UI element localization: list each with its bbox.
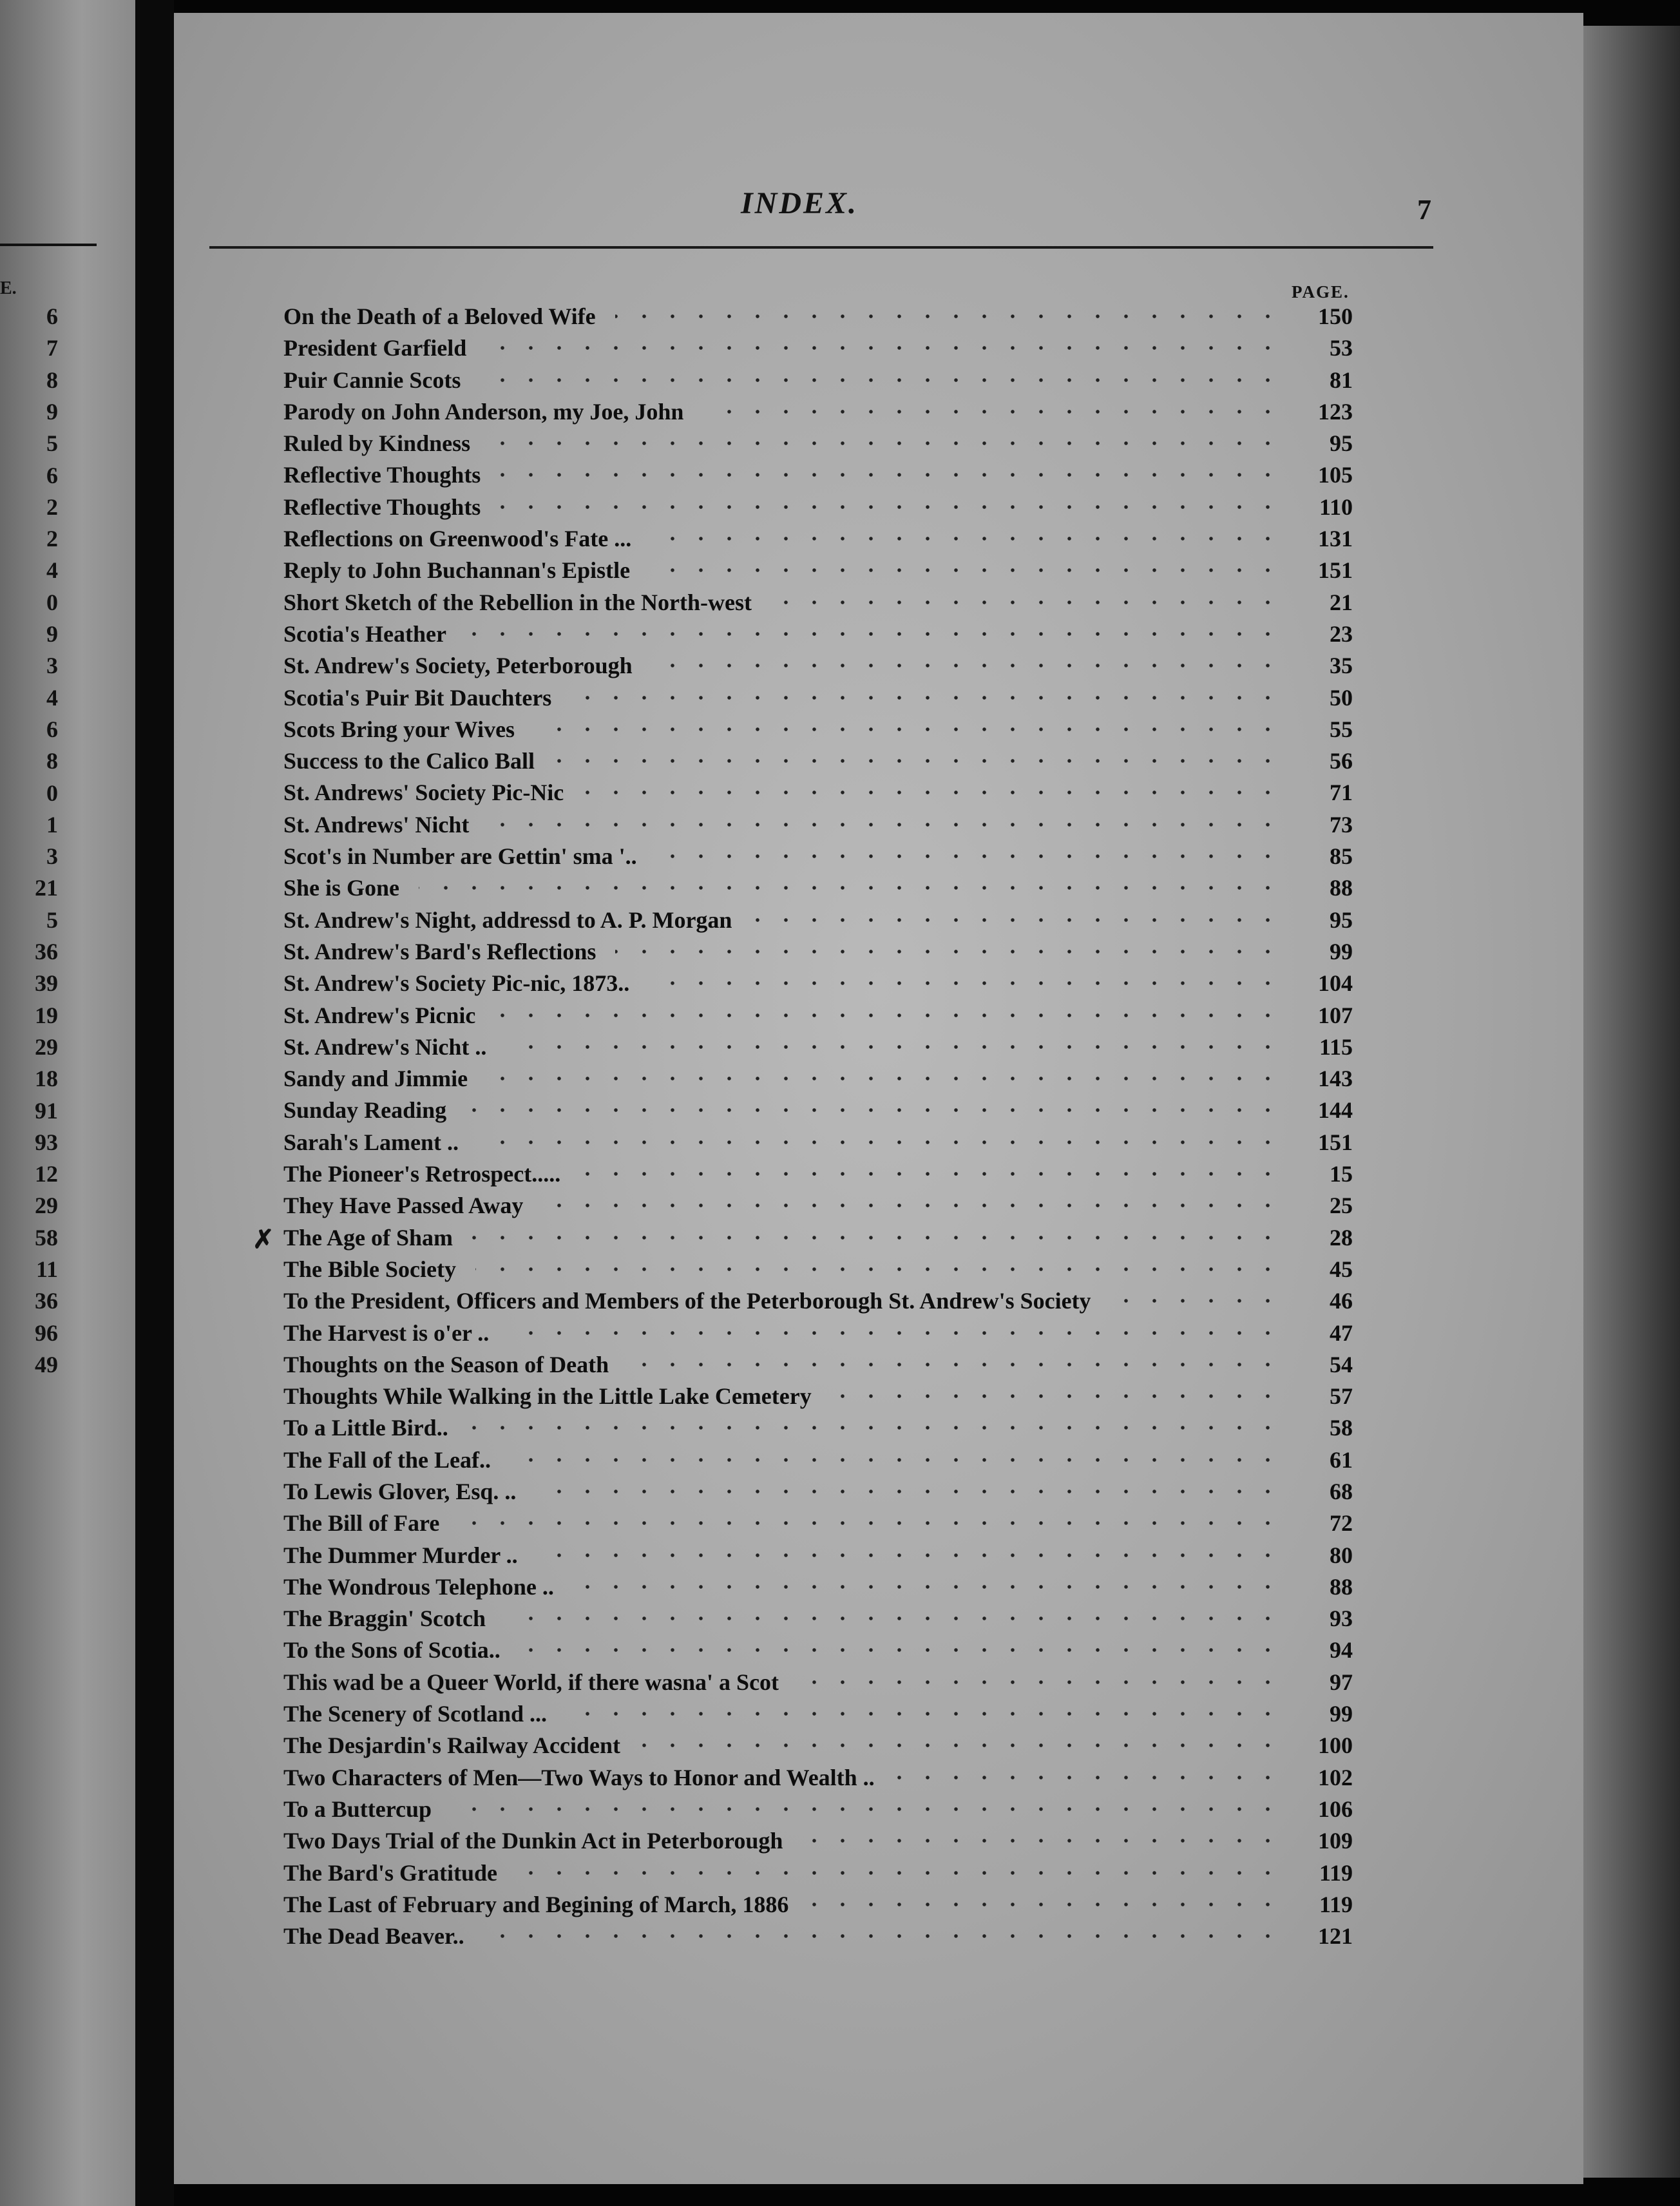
entry-page: 100 bbox=[1318, 1732, 1353, 1759]
entry-title: Reply to John Buchannan's Epistle bbox=[283, 557, 631, 584]
entry-title: St. Andrew's Society, Peterborough bbox=[283, 653, 633, 679]
index-entry bbox=[283, 1287, 1353, 1319]
index-entry bbox=[283, 1160, 1353, 1192]
facing-page-number: 6 bbox=[46, 716, 58, 742]
entry-title: St. Andrew's Bard's Reflections bbox=[283, 938, 597, 964]
entry-page: 28 bbox=[1330, 1224, 1353, 1251]
facing-page-number: 7 bbox=[46, 335, 58, 361]
entry-leader-dots bbox=[506, 1042, 1282, 1051]
index-entry bbox=[283, 1351, 1353, 1383]
index-entry bbox=[283, 430, 1353, 461]
entry-title: Two Characters of Men—Two Ways to Honor and Wealth .. bbox=[283, 1764, 875, 1790]
index-entry bbox=[283, 1446, 1353, 1478]
entry-page: 81 bbox=[1330, 367, 1353, 393]
facing-page-number: 58 bbox=[35, 1224, 58, 1251]
facing-page-number: 96 bbox=[35, 1319, 58, 1346]
entry-leader-dots bbox=[475, 1265, 1282, 1274]
entry-leader-dots bbox=[583, 788, 1282, 797]
entry-page: 109 bbox=[1318, 1828, 1353, 1854]
entry-page: 47 bbox=[1330, 1319, 1353, 1346]
entry-leader-dots bbox=[751, 916, 1282, 925]
entry-leader-dots bbox=[802, 1836, 1282, 1845]
index-entry bbox=[283, 874, 1353, 906]
facing-page-number: 29 bbox=[35, 1033, 58, 1060]
entry-leader-dots bbox=[640, 1741, 1282, 1750]
entry-page: 123 bbox=[1318, 398, 1353, 425]
entry-leader-dots bbox=[1111, 1296, 1282, 1305]
entry-leader-dots bbox=[649, 566, 1282, 575]
facing-page-number: 12 bbox=[35, 1161, 58, 1187]
entry-leader-dots bbox=[656, 852, 1282, 861]
index-entry bbox=[283, 1510, 1353, 1541]
entry-page: 106 bbox=[1318, 1796, 1353, 1822]
entry-page: 119 bbox=[1319, 1859, 1353, 1886]
entry-page: 93 bbox=[1330, 1606, 1353, 1632]
entry-leader-dots bbox=[488, 820, 1282, 829]
entry-title: Short Sketch of the Rebellion in the North-west bbox=[283, 589, 752, 615]
entry-title: St. Andrew's Nicht .. bbox=[283, 1033, 487, 1060]
entry-title: The Braggin' Scotch bbox=[283, 1606, 486, 1632]
entry-leader-dots bbox=[615, 947, 1282, 956]
entry-title: The Dummer Murder .. bbox=[283, 1542, 518, 1568]
entry-leader-dots bbox=[466, 1106, 1282, 1115]
entry-page: 88 bbox=[1330, 875, 1353, 901]
entry-page: 151 bbox=[1318, 557, 1353, 584]
entry-page: 102 bbox=[1318, 1764, 1353, 1790]
entry-leader-dots bbox=[571, 693, 1282, 702]
facing-page-number: 2 bbox=[46, 494, 58, 520]
entry-title: To Lewis Glover, Esq. .. bbox=[283, 1478, 517, 1504]
facing-page-number: 1 bbox=[46, 811, 58, 838]
entry-title: Scotia's Puir Bit Dauchters bbox=[283, 684, 552, 711]
index-entry bbox=[283, 716, 1353, 747]
index-entry bbox=[283, 1891, 1353, 1923]
entry-page: 73 bbox=[1330, 811, 1353, 838]
entry-title: This wad be a Queer World, if there wasna' a Scot bbox=[283, 1669, 779, 1695]
entry-page: 88 bbox=[1330, 1573, 1353, 1600]
facing-page-number: 6 bbox=[46, 303, 58, 329]
entry-leader-dots bbox=[808, 1900, 1282, 1909]
index-entry bbox=[283, 367, 1353, 398]
entry-leader-dots bbox=[487, 1074, 1282, 1083]
index-entry bbox=[283, 1669, 1353, 1700]
entry-page: 107 bbox=[1318, 1002, 1353, 1028]
entry-leader-dots bbox=[490, 439, 1282, 448]
entry-leader-dots bbox=[535, 1487, 1282, 1496]
entry-leader-dots bbox=[798, 1678, 1282, 1687]
facing-page-number: 5 bbox=[46, 430, 58, 457]
entry-leader-dots bbox=[651, 534, 1282, 543]
entry-leader-dots bbox=[831, 1392, 1282, 1401]
index-entry bbox=[283, 1033, 1353, 1065]
entry-page: 21 bbox=[1330, 589, 1353, 615]
index-entry bbox=[283, 334, 1353, 366]
facing-page-header: E. bbox=[0, 278, 17, 298]
facing-page-number: 36 bbox=[35, 1288, 58, 1314]
index-entry bbox=[283, 1827, 1353, 1859]
entry-leader-dots bbox=[520, 1645, 1282, 1654]
entry-leader-dots bbox=[510, 1455, 1282, 1464]
entry-leader-dots bbox=[500, 503, 1282, 512]
entry-leader-dots bbox=[451, 1805, 1282, 1814]
index-entry bbox=[283, 589, 1353, 620]
margin-mark: ✗ bbox=[253, 1225, 274, 1254]
index-entry bbox=[283, 1636, 1353, 1668]
entry-page: 55 bbox=[1330, 716, 1353, 742]
entry-title: On the Death of a Beloved Wife bbox=[283, 303, 596, 329]
entry-page: 97 bbox=[1330, 1669, 1353, 1695]
entry-title: The Pioneer's Retrospect..... bbox=[283, 1161, 561, 1187]
entry-title: The Dead Beaver.. bbox=[283, 1923, 464, 1950]
entry-page: 105 bbox=[1318, 462, 1353, 488]
entry-leader-dots bbox=[484, 1932, 1282, 1941]
index-entry bbox=[283, 1192, 1353, 1223]
index-entry bbox=[283, 1256, 1353, 1287]
entry-title: Success to the Calico Ball bbox=[283, 748, 535, 774]
entry-page: 80 bbox=[1330, 1542, 1353, 1568]
entry-page: 95 bbox=[1330, 906, 1353, 933]
entry-title: Parody on John Anderson, my Joe, John bbox=[283, 398, 684, 425]
facing-page-number: 91 bbox=[35, 1097, 58, 1124]
page-number: 7 bbox=[1417, 194, 1431, 225]
entry-leader-dots bbox=[495, 1011, 1282, 1020]
entry-leader-dots bbox=[771, 598, 1282, 607]
facing-page-number: 8 bbox=[46, 748, 58, 774]
entry-leader-dots bbox=[652, 661, 1282, 670]
facing-page-number: 49 bbox=[35, 1351, 58, 1377]
index-entry bbox=[283, 1542, 1353, 1573]
index-entry bbox=[283, 970, 1353, 1001]
index-entry bbox=[283, 938, 1353, 970]
entry-leader-dots bbox=[542, 1201, 1282, 1210]
entry-title: The Fall of the Leaf.. bbox=[283, 1446, 491, 1473]
entry-title: Sarah's Lament .. bbox=[283, 1129, 459, 1155]
entry-page: 54 bbox=[1330, 1351, 1353, 1377]
entry-title: To the Sons of Scotia.. bbox=[283, 1637, 501, 1664]
entry-page: 46 bbox=[1330, 1288, 1353, 1314]
facing-page-number: 39 bbox=[35, 970, 58, 997]
page-edge bbox=[1583, 26, 1680, 2178]
entry-title: To the President, Officers and Members of the Peterborough St. Andrew's Society bbox=[283, 1288, 1091, 1314]
entry-page: 150 bbox=[1318, 303, 1353, 329]
entry-page: 72 bbox=[1330, 1510, 1353, 1537]
entry-title: Scots Bring your Wives bbox=[283, 716, 515, 742]
entry-title: Sandy and Jimmie bbox=[283, 1066, 468, 1092]
facing-page-number: 4 bbox=[46, 557, 58, 584]
entry-title: Thoughts on the Season of Death bbox=[283, 1351, 609, 1377]
entry-title: The Last of February and Begining of March, 1886 bbox=[283, 1891, 789, 1917]
index-entry bbox=[283, 1764, 1353, 1796]
index-entries bbox=[283, 303, 1353, 1954]
entry-page: 53 bbox=[1330, 335, 1353, 361]
index-entry bbox=[283, 620, 1353, 652]
facing-page-number: 2 bbox=[46, 526, 58, 552]
facing-page-number: 36 bbox=[35, 939, 58, 964]
index-entry bbox=[283, 1478, 1353, 1510]
entry-title: Scot's in Number are Gettin' sma '.. bbox=[283, 843, 637, 870]
index-entry bbox=[283, 906, 1353, 938]
page-column-label: PAGE. bbox=[1292, 282, 1350, 302]
entry-leader-dots bbox=[649, 979, 1282, 988]
facing-page-number: 11 bbox=[35, 1256, 58, 1282]
entry-title: Reflective Thoughts bbox=[283, 494, 481, 520]
entry-title: The Bible Society bbox=[283, 1256, 456, 1282]
entry-title: The Harvest is o'er .. bbox=[283, 1319, 490, 1346]
entry-title: St. Andrew's Night, addressd to A. P. Morgan bbox=[283, 906, 732, 933]
entry-page: 131 bbox=[1318, 526, 1353, 552]
index-entry bbox=[283, 1319, 1353, 1351]
entry-leader-dots bbox=[478, 1138, 1282, 1147]
entry-title: The Bard's Gratitude bbox=[283, 1859, 498, 1886]
index-entry bbox=[283, 1129, 1353, 1160]
entry-title: St. Andrew's Society Pic-nic, 1873.. bbox=[283, 970, 630, 997]
entry-title: They Have Passed Away bbox=[283, 1193, 524, 1219]
index-entry bbox=[283, 303, 1353, 334]
index-entry bbox=[283, 557, 1353, 588]
facing-page-number: 19 bbox=[35, 1002, 58, 1028]
entry-title: The Age of Sham bbox=[283, 1224, 453, 1251]
entry-page: 35 bbox=[1330, 653, 1353, 679]
facing-page-number: 8 bbox=[46, 367, 58, 393]
entry-title: Thoughts While Walking in the Little Lake Cemetery bbox=[283, 1383, 812, 1410]
entry-leader-dots bbox=[628, 1360, 1282, 1369]
entry-title: St. Andrew's Picnic bbox=[283, 1002, 476, 1028]
page-title: INDEX. bbox=[741, 186, 859, 220]
entry-page: 115 bbox=[1319, 1033, 1353, 1060]
index-entry bbox=[283, 1065, 1353, 1097]
index-entry bbox=[283, 843, 1353, 874]
entry-title: To a Buttercup bbox=[283, 1796, 432, 1822]
entry-page: 15 bbox=[1330, 1161, 1353, 1187]
entry-title: St. Andrews' Nicht bbox=[283, 811, 470, 838]
entry-page: 144 bbox=[1318, 1097, 1353, 1124]
index-entry bbox=[283, 1859, 1353, 1891]
facing-page-number: 5 bbox=[46, 906, 58, 933]
entry-page: 71 bbox=[1330, 780, 1353, 806]
entry-page: 143 bbox=[1318, 1066, 1353, 1092]
entry-title: The Scenery of Scotland ... bbox=[283, 1701, 547, 1727]
entry-leader-dots bbox=[468, 1423, 1282, 1432]
entry-page: 104 bbox=[1318, 970, 1353, 997]
index-entry bbox=[283, 1097, 1353, 1128]
book-gutter bbox=[135, 0, 174, 2206]
entry-page: 61 bbox=[1330, 1446, 1353, 1473]
index-entry bbox=[283, 1700, 1353, 1732]
facing-page-number: 0 bbox=[46, 780, 58, 806]
facing-page-number: 0 bbox=[46, 589, 58, 615]
entry-page: 119 bbox=[1319, 1891, 1353, 1917]
entry-leader-dots bbox=[472, 1233, 1282, 1242]
facing-page-number: 21 bbox=[35, 875, 58, 901]
entry-page: 23 bbox=[1330, 620, 1353, 647]
facing-page-number: 3 bbox=[46, 843, 58, 870]
entry-leader-dots bbox=[703, 407, 1282, 416]
header-rule bbox=[209, 246, 1433, 249]
entry-page: 25 bbox=[1330, 1193, 1353, 1219]
entry-title: Reflective Thoughts bbox=[283, 462, 481, 488]
entry-title: To a Little Bird.. bbox=[283, 1415, 448, 1441]
entry-title: St. Andrews' Society Pic-Nic bbox=[283, 780, 564, 806]
entry-leader-dots bbox=[500, 470, 1282, 479]
entry-title: Ruled by Kindness bbox=[283, 430, 471, 457]
entry-page: 58 bbox=[1330, 1415, 1353, 1441]
entry-page: 68 bbox=[1330, 1478, 1353, 1504]
index-entry bbox=[283, 811, 1353, 843]
entry-page: 85 bbox=[1330, 843, 1353, 870]
facing-page bbox=[0, 0, 135, 2206]
entry-leader-dots bbox=[554, 756, 1282, 765]
facing-page-number: 9 bbox=[46, 621, 58, 647]
facing-page-number: 29 bbox=[35, 1193, 58, 1219]
index-entry bbox=[283, 1224, 1353, 1256]
entry-page: 50 bbox=[1330, 684, 1353, 711]
entry-page: 56 bbox=[1330, 748, 1353, 774]
entry-page: 99 bbox=[1330, 1701, 1353, 1727]
index-entry bbox=[283, 779, 1353, 810]
entry-leader-dots bbox=[566, 1709, 1282, 1718]
facing-page-rule bbox=[0, 244, 97, 246]
index-entry bbox=[283, 1414, 1353, 1446]
entry-title: Scotia's Heather bbox=[283, 620, 446, 647]
index-entry bbox=[283, 1002, 1353, 1033]
index-entry bbox=[283, 461, 1353, 493]
index-entry bbox=[283, 1573, 1353, 1605]
facing-page-number: 93 bbox=[35, 1129, 58, 1155]
index-entry bbox=[283, 398, 1353, 430]
entry-leader-dots bbox=[517, 1868, 1282, 1877]
entry-title: The Desjardin's Railway Accident bbox=[283, 1732, 621, 1759]
entry-page: 45 bbox=[1330, 1256, 1353, 1282]
entry-leader-dots bbox=[486, 343, 1282, 352]
entry-title: President Garfield bbox=[283, 335, 467, 361]
facing-page-number: 9 bbox=[46, 398, 58, 425]
index-entry bbox=[283, 1605, 1353, 1636]
index-entry bbox=[283, 494, 1353, 525]
index-entry bbox=[283, 1732, 1353, 1763]
index-entry bbox=[283, 652, 1353, 684]
entry-title: The Bill of Fare bbox=[283, 1510, 440, 1537]
entry-page: 99 bbox=[1330, 938, 1353, 964]
entry-page: 94 bbox=[1330, 1637, 1353, 1664]
entry-leader-dots bbox=[466, 629, 1282, 638]
facing-page-number: 3 bbox=[46, 653, 58, 679]
entry-page: 110 bbox=[1319, 494, 1353, 520]
facing-page-number: 18 bbox=[35, 1066, 58, 1092]
index-entry bbox=[283, 1923, 1353, 1954]
entry-leader-dots bbox=[459, 1519, 1282, 1528]
entry-title: Puir Cannie Scots bbox=[283, 367, 461, 393]
entry-leader-dots bbox=[534, 725, 1282, 734]
entry-leader-dots bbox=[419, 883, 1282, 892]
entry-page: 121 bbox=[1318, 1923, 1353, 1950]
entry-leader-dots bbox=[615, 312, 1282, 321]
entry-leader-dots bbox=[537, 1551, 1282, 1560]
index-entry bbox=[283, 1796, 1353, 1827]
entry-leader-dots bbox=[505, 1614, 1282, 1623]
entry-page: 57 bbox=[1330, 1383, 1353, 1410]
index-entry bbox=[283, 1383, 1353, 1414]
entry-leader-dots bbox=[580, 1169, 1282, 1178]
entry-leader-dots bbox=[480, 376, 1282, 385]
index-entry bbox=[283, 747, 1353, 779]
facing-page-number: 4 bbox=[46, 684, 58, 711]
entry-title: Sunday Reading bbox=[283, 1097, 447, 1124]
facing-page-number: 6 bbox=[46, 462, 58, 488]
entry-title: The Wondrous Telephone .. bbox=[283, 1573, 554, 1600]
entry-title: She is Gone bbox=[283, 875, 400, 901]
entry-page: 95 bbox=[1330, 430, 1353, 457]
index-entry bbox=[283, 684, 1353, 716]
entry-leader-dots bbox=[894, 1773, 1282, 1782]
entry-leader-dots bbox=[508, 1328, 1282, 1338]
entry-page: 151 bbox=[1318, 1129, 1353, 1155]
index-entry bbox=[283, 525, 1353, 557]
entry-title: Reflections on Greenwood's Fate ... bbox=[283, 526, 632, 552]
entry-title: Two Days Trial of the Dunkin Act in Peterborough bbox=[283, 1828, 783, 1854]
entry-leader-dots bbox=[573, 1582, 1282, 1591]
